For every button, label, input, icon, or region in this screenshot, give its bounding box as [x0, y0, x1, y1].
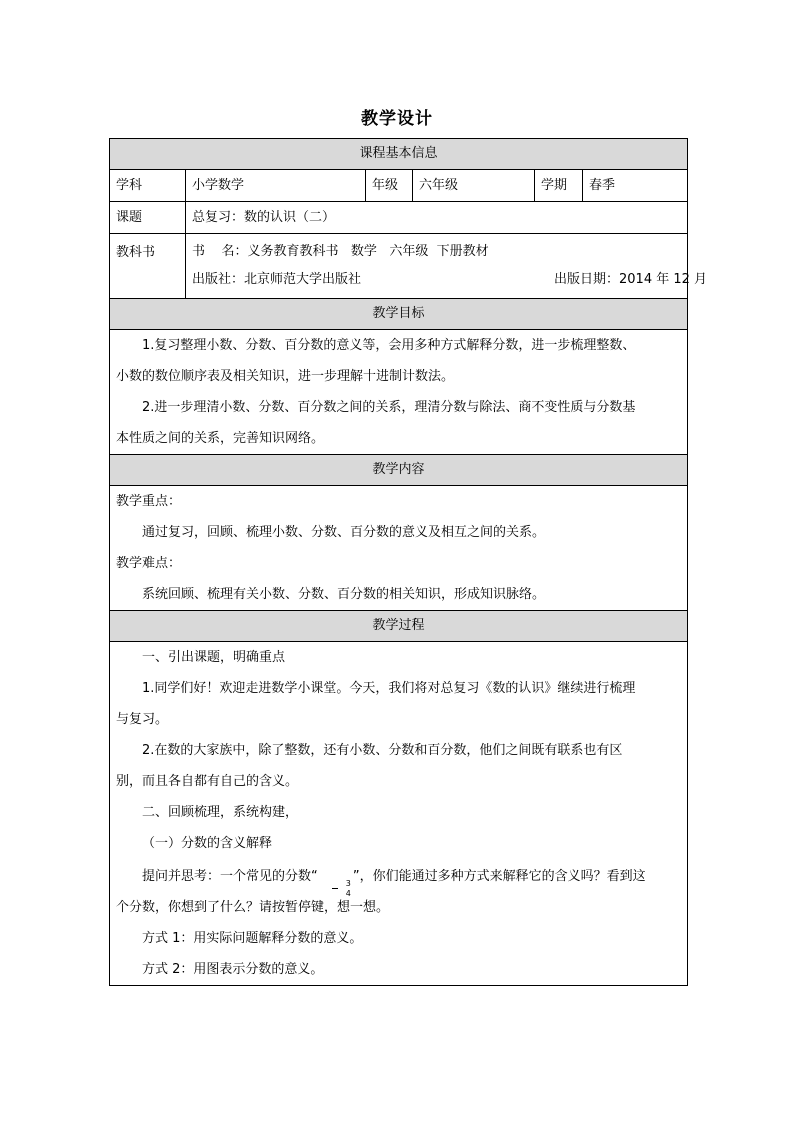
grade-label: 年级 — [366, 170, 413, 202]
lesson-table — [109, 138, 708, 986]
difficulty-text: 系统回顾、梳理有关小数、分数、百分数的相关知识，形成知识脉络。 — [142, 587, 546, 602]
section-basic-info: 课程基本信息 — [110, 139, 688, 170]
question-text-after: ”，你们能通过多种方式来解释它的含义吗？看到这 — [352, 869, 646, 884]
term-value: 春季 — [583, 170, 688, 202]
difficulty-label: 教学难点： — [116, 556, 182, 571]
goal-1-line-1: 1.复习整理小数、分数、百分数的意义等，会用多种方式解释分数，进一步梳理整数、 — [142, 338, 636, 353]
step-2-heading: 二、回顾梳理，系统构建， — [142, 805, 299, 820]
step-1-para-1-line-1: 1.同学们好！欢迎走进数学小课堂。今天，我们将对总复习《数的认识》继续进行梳理 — [142, 681, 636, 696]
question-line-2: 个分数，你想到了什么？请按暂停键，想一想。 — [116, 900, 390, 915]
step-1-para-2-line-2: 别，而且各自都有自己的含义。 — [116, 774, 299, 789]
step-1-para-1-line-2: 与复习。 — [116, 712, 169, 727]
goal-2-line-1: 2.进一步理清小数、分数、百分数之间的关系，理清分数与除法、商不变性质与分数基 — [142, 400, 636, 415]
step-1-para-2-line-1: 2.在数的大家族中，除了整数，还有小数、分数和百分数，他们之间既有联系也有区 — [142, 743, 623, 758]
goal-1-line-2: 小数的数位顺序表及相关知识，进一步理解十进制计数法。 — [116, 369, 455, 384]
publisher: 出版社：北京师范大学出版社 — [192, 272, 362, 287]
document-title: 教学设计 — [361, 109, 433, 129]
section-goals: 教学目标 — [110, 299, 688, 330]
process-body — [110, 642, 688, 986]
fraction-numerator: 3 — [345, 879, 351, 888]
grade-value: 六年级 — [413, 170, 535, 202]
term-label: 学期 — [535, 170, 583, 202]
section-content: 教学内容 — [110, 455, 688, 486]
topic-label: 课题 — [110, 202, 186, 234]
content-body — [110, 486, 688, 611]
question-text-before: 提问并思考：一个常见的分数“ — [142, 869, 318, 884]
question-line-1 — [116, 859, 681, 898]
step-1-heading: 一、引出课题，明确重点 — [142, 650, 286, 665]
goals-body — [110, 330, 688, 455]
topic-value: 总复习：数的认识（二） — [186, 202, 688, 234]
key-points-label: 教学重点： — [116, 494, 182, 509]
sub-heading-fraction-meaning: （一）分数的含义解释 — [142, 836, 273, 851]
subject-value: 小学数学 — [186, 170, 366, 202]
key-points-text: 通过复习，回顾、梳理小数、分数、百分数的意义及相互之间的关系。 — [142, 525, 546, 540]
textbook-info — [186, 234, 708, 299]
textbook-label: 教科书 — [110, 234, 186, 299]
goal-2-line-2: 本性质之间的关系，完善知识网络。 — [116, 431, 325, 446]
fraction-denominator: 4 — [345, 889, 351, 898]
section-process: 教学过程 — [110, 611, 688, 642]
publish-date: 出版日期：2014 年 12 月 — [554, 272, 708, 287]
way-2: 方式 2：用图表示分数的意义。 — [142, 962, 324, 977]
subject-label: 学科 — [110, 170, 186, 202]
publisher-row — [192, 266, 708, 294]
way-1: 方式 1：用实际问题解释分数的意义。 — [142, 931, 363, 946]
book-name: 书 名：义务教育教科书 数学 六年级 下册教材 — [192, 244, 489, 259]
